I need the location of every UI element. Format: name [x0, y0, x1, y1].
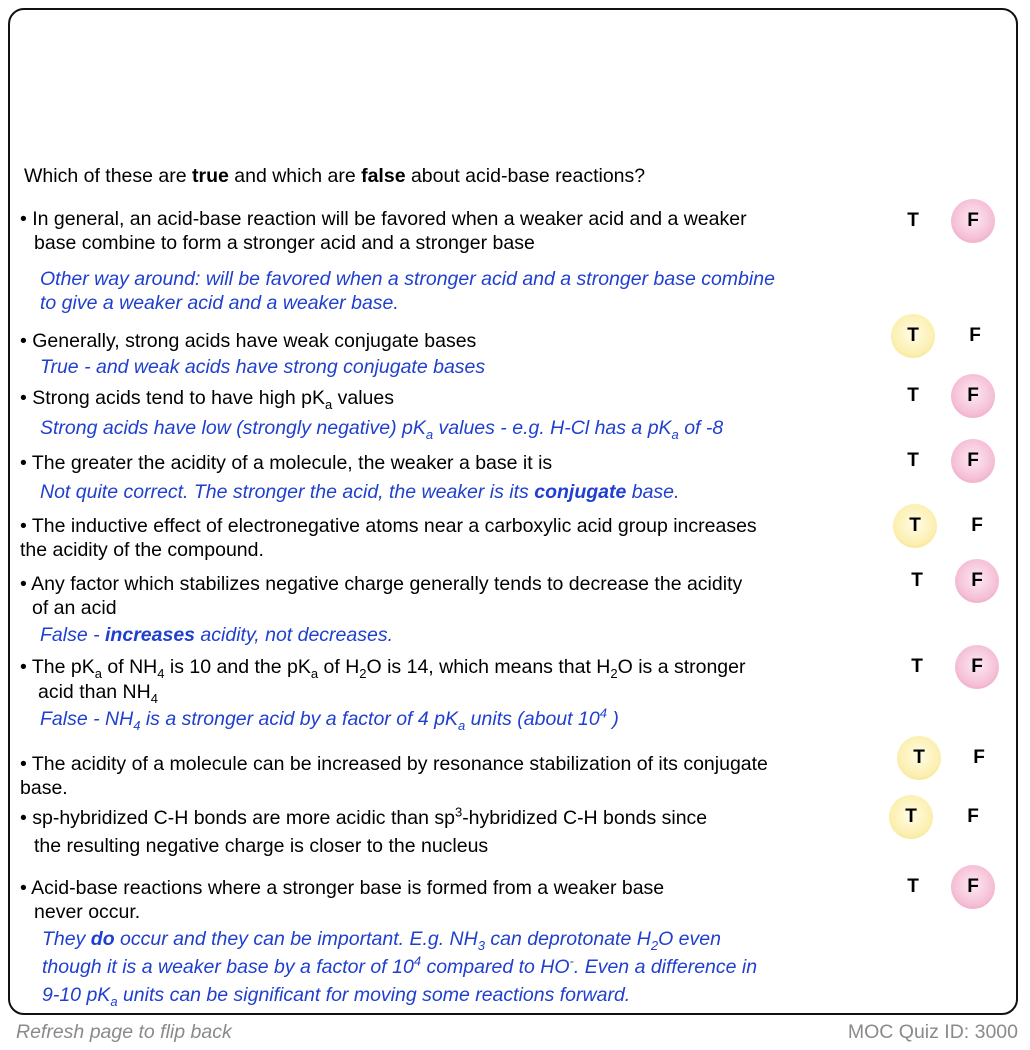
- answer-6-line-1: False - increases acidity, not decreases.: [40, 624, 394, 646]
- answer-10-line-2: though it is a weaker base by a factor of $10^4$ compared to HO-. Even a difference in: [42, 953, 758, 978]
- statement-9-line-2: the resulting negative charge is closer to the nucleus: [34, 835, 489, 857]
- answer-1-line-1: Other way around: will be favored when a stronger acid and a stronger base combine: [40, 268, 775, 290]
- true-button-10[interactable]: T: [907, 876, 919, 897]
- refresh-link[interactable]: Refresh page to flip back: [16, 1021, 232, 1043]
- statement-9-line-1: • sp-hybridized C-H bonds are more acidic than $sp^3$-hybridized C-H bonds since: [20, 804, 708, 829]
- quiz-question: Which of these are true and which are false about acid-base reactions?: [24, 165, 646, 187]
- true-button-6[interactable]: T: [911, 570, 923, 591]
- false-button-2[interactable]: F: [969, 325, 981, 346]
- statement-5-line-2: the acidity of the compound.: [20, 539, 264, 561]
- false-button-4[interactable]: F: [951, 439, 995, 483]
- statement-6-line-1: • Any factor which stabilizes negative charge generally tends to decrease the acidity: [20, 573, 743, 595]
- statement-1-line-1: • In general, an acid-base reaction will be favored when a weaker acid and a weaker: [20, 208, 747, 230]
- answer-1-line-2: to give a weaker acid and a weaker base.: [40, 292, 399, 314]
- false-button-9[interactable]: F: [967, 806, 979, 827]
- statement-5-line-1: • The inductive effect of electronegative atoms near a carboxylic acid group increases: [20, 515, 757, 537]
- false-button-5[interactable]: F: [971, 515, 983, 536]
- true-button-8[interactable]: T: [897, 736, 941, 780]
- true-button-4[interactable]: T: [907, 450, 919, 471]
- statement-4-line-1: • The greater the acidity of a molecule, the weaker a base it is: [20, 452, 553, 474]
- statement-2-line-1: • Generally, strong acids have weak conjugate bases: [20, 330, 477, 352]
- true-button-5[interactable]: T: [893, 504, 937, 548]
- true-button-3[interactable]: T: [907, 385, 919, 406]
- statement-8-line-2: base.: [20, 777, 68, 799]
- false-button-8[interactable]: F: [973, 747, 985, 768]
- statement-8-line-1: • The acidity of a molecule can be increased by resonance stabilization of its conjugate: [20, 753, 768, 775]
- false-button-7[interactable]: F: [955, 645, 999, 689]
- true-button-1[interactable]: T: [907, 210, 919, 231]
- statement-7-line-2: acid than $NH_4$: [38, 681, 158, 706]
- statement-10-line-1: • Acid-base reactions where a stronger base is formed from a weaker base: [20, 877, 665, 899]
- statement-10-line-2: never occur.: [34, 901, 141, 923]
- true-button-7[interactable]: T: [911, 656, 923, 677]
- answer-4-line-1: Not quite correct. The stronger the acid, the weaker is its conjugate base.: [40, 481, 680, 503]
- false-button-3[interactable]: F: [951, 374, 995, 418]
- answer-10-line-3: 9-10 $pK_a$ units can be significant for moving some reactions forward.: [42, 984, 631, 1009]
- statement-7-line-1: • The $pK_a$ of $NH_4$ is 10 and the $pK_a$ of $H_2O$ is 14, which means that $H_2O$ is a stronger: [20, 656, 746, 681]
- statement-6-line-2: of an acid: [32, 597, 117, 619]
- true-button-9[interactable]: T: [889, 795, 933, 839]
- true-button-2[interactable]: T: [891, 314, 935, 358]
- false-button-10[interactable]: F: [951, 865, 995, 909]
- statement-3-line-1: • Strong acids tend to have high $pK_a$ values: [20, 387, 394, 412]
- answer-3-line-1: Strong acids have low (strongly negative) $pK_a$ values - e.g. H-Cl has a $pK_a$ of -8: [40, 417, 724, 442]
- answer-10-line-1: They do occur and they can be important. E.g. $NH_3$ can deprotonate $H_2O$ even: [42, 928, 721, 953]
- quiz-id-label: MOC Quiz ID: 3000: [847, 1021, 1018, 1043]
- false-button-1[interactable]: F: [951, 199, 995, 243]
- answer-7-line-1: False - $NH_4$ is a stronger acid by a factor of 4 $pK_a$ units (about $10^4$ ): [40, 705, 619, 733]
- statement-1-line-2: base combine to form a stronger acid and a stronger base: [34, 232, 535, 254]
- answer-2-line-1: True - and weak acids have strong conjugate bases: [40, 356, 486, 378]
- quiz-card: [8, 8, 1018, 1015]
- false-button-6[interactable]: F: [955, 559, 999, 603]
